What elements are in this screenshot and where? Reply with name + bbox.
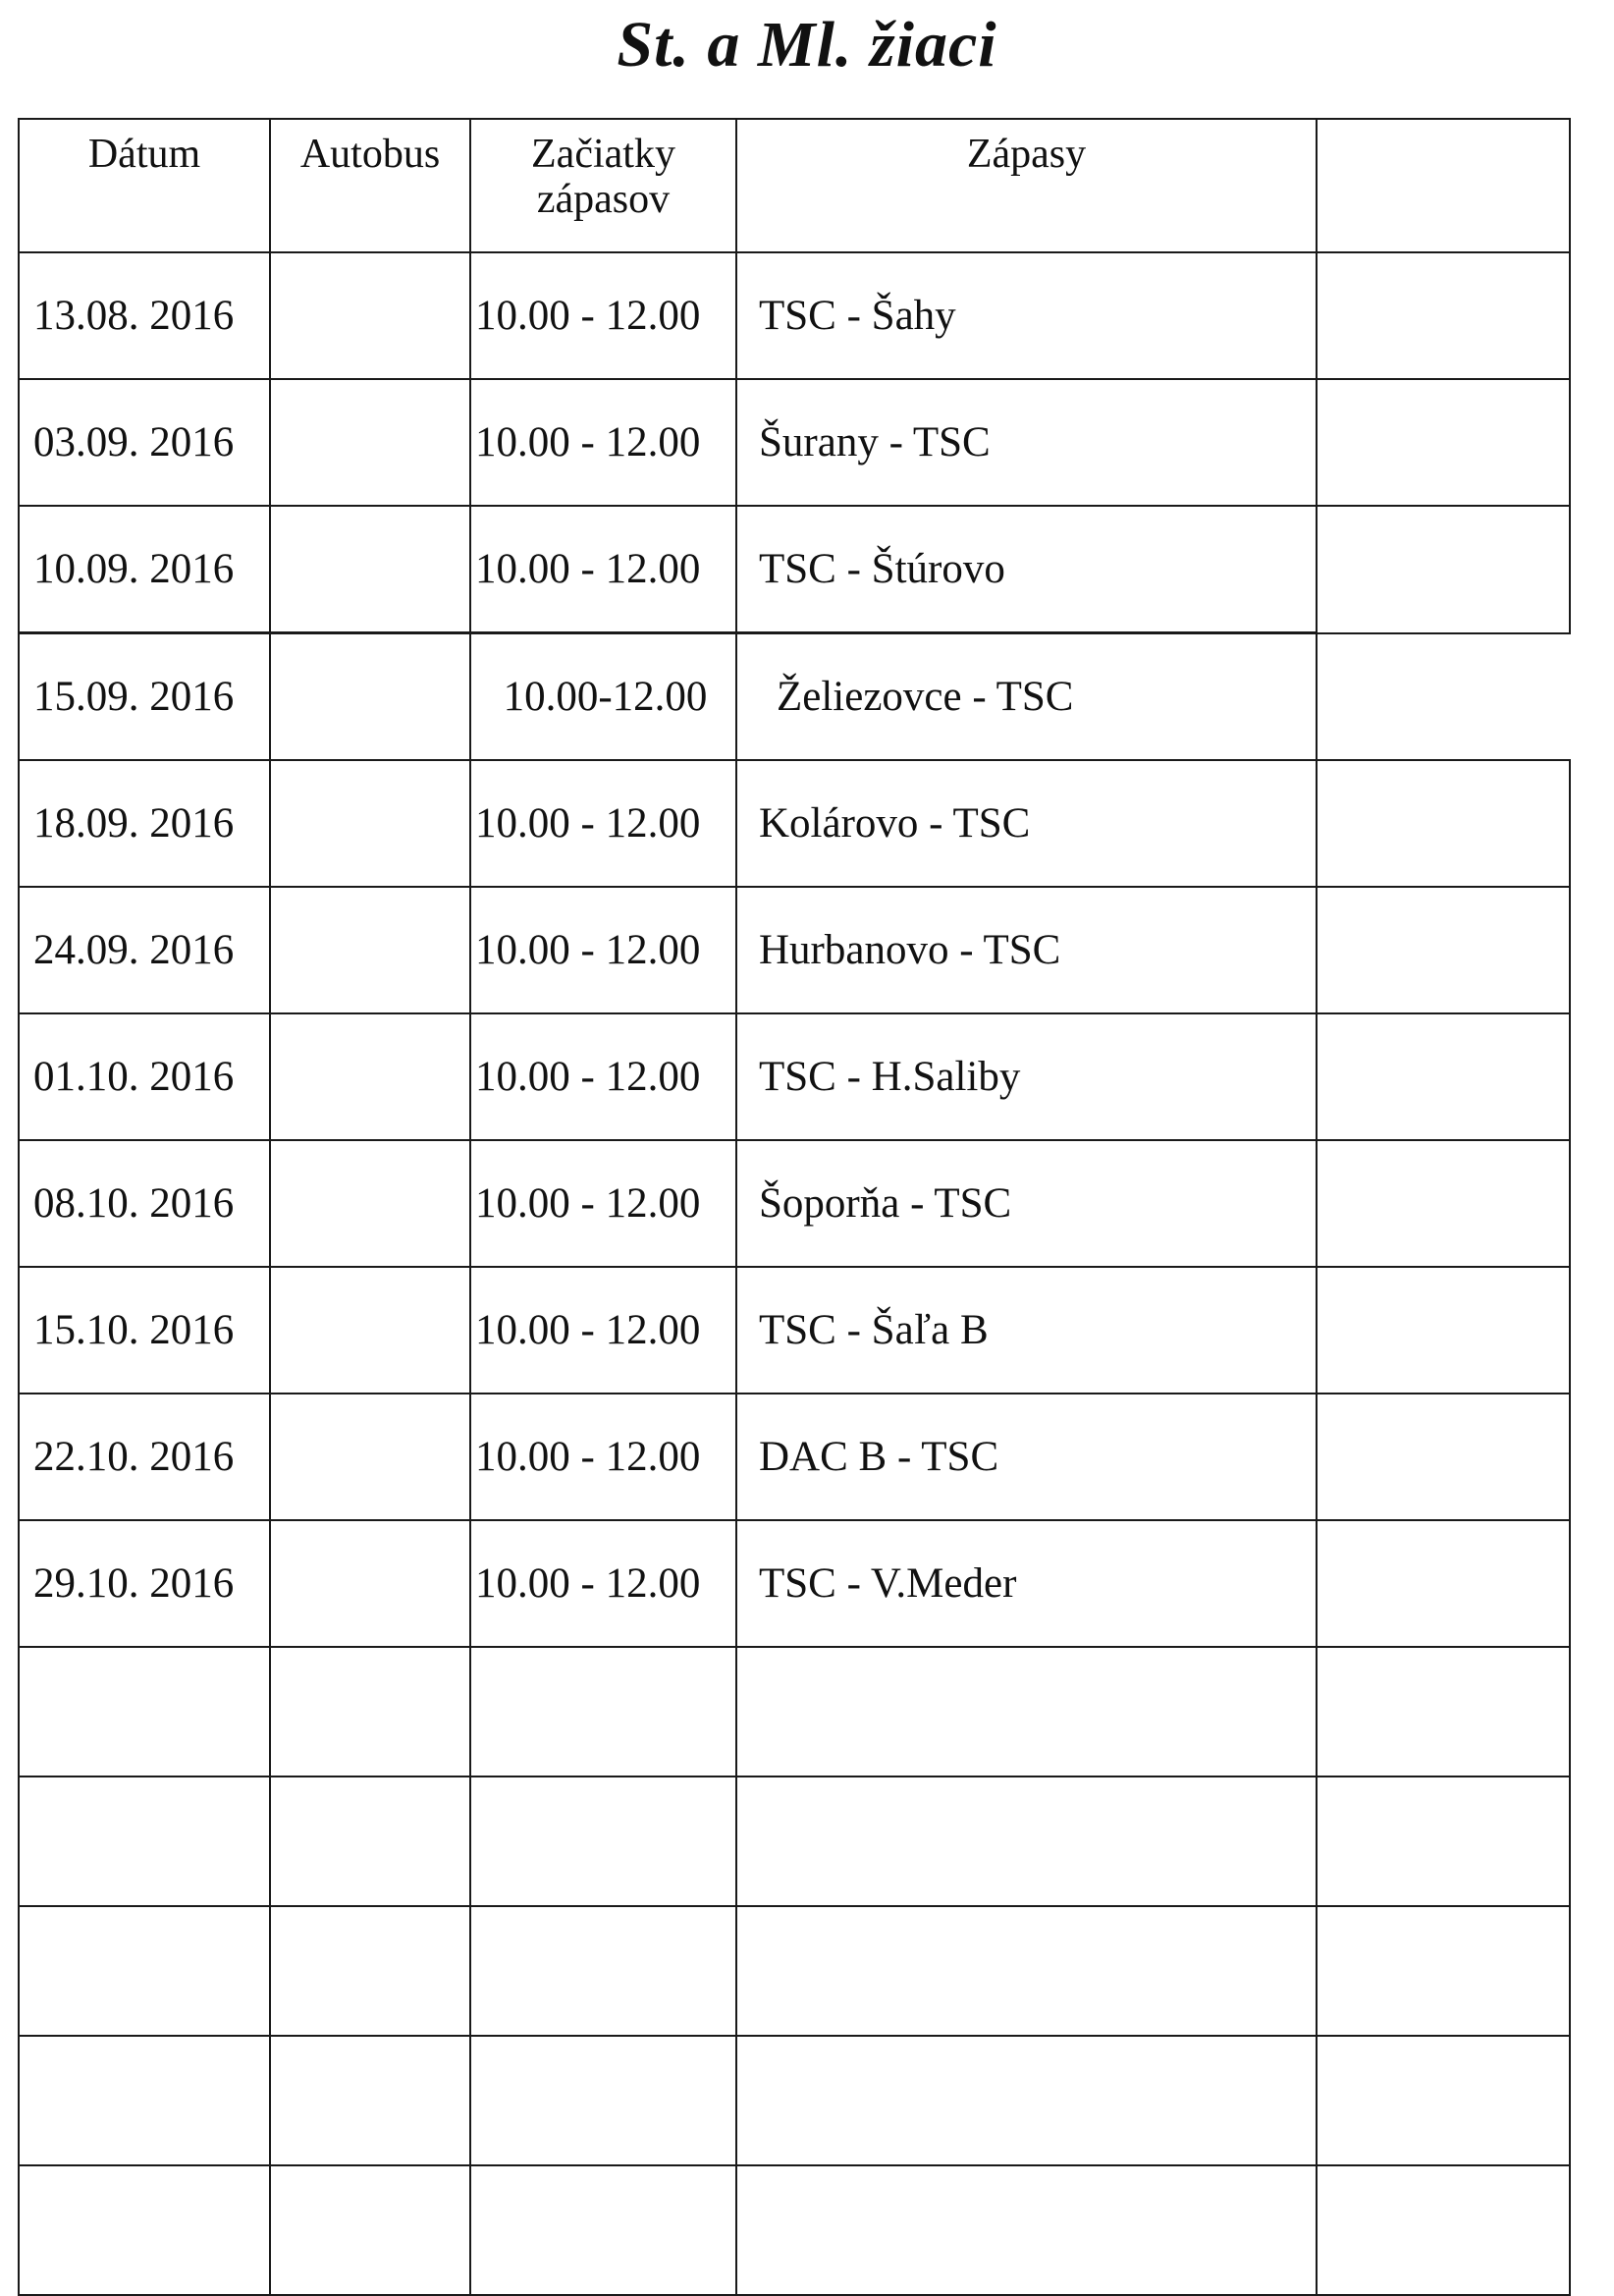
table-row xyxy=(19,1520,1570,1647)
cell-match: Želiezovce - TSC xyxy=(736,633,1317,761)
table-row-empty xyxy=(19,2036,1570,2165)
header-bus: Autobus xyxy=(270,119,470,252)
cell-extra xyxy=(1317,1520,1570,1647)
cell-extra xyxy=(1317,1267,1570,1394)
table-row xyxy=(19,1267,1570,1394)
cell-extra xyxy=(1317,1906,1570,2036)
header-date: Dátum xyxy=(19,119,270,252)
table-row-empty xyxy=(19,1647,1570,1777)
cell-extra xyxy=(1317,379,1570,506)
cell-date: 13.08. 2016 xyxy=(19,252,270,379)
cell-bus xyxy=(270,1140,470,1267)
cell-time xyxy=(470,1906,736,2036)
table-row xyxy=(19,1394,1570,1520)
cell-time: 10.00 - 12.00 xyxy=(470,1394,736,1520)
cell-match: Kolárovo - TSC xyxy=(736,760,1317,887)
cell-date: 03.09. 2016 xyxy=(19,379,270,506)
cell-match: TSC - Šaľa B xyxy=(736,1267,1317,1394)
table-row xyxy=(19,633,1570,761)
cell-extra xyxy=(1317,1394,1570,1520)
cell-date: 01.10. 2016 xyxy=(19,1013,270,1140)
table-row-empty xyxy=(19,2165,1570,2295)
cell-bus xyxy=(270,2036,470,2165)
cell-date xyxy=(19,1647,270,1777)
cell-match xyxy=(736,2036,1317,2165)
header-start-time-line1: Začiatky xyxy=(531,132,675,177)
cell-extra xyxy=(1317,1140,1570,1267)
cell-match: TSC - V.Meder xyxy=(736,1520,1317,1647)
cell-time: 10.00 - 12.00 xyxy=(470,1140,736,1267)
cell-match: TSC - H.Saliby xyxy=(736,1013,1317,1140)
cell-time: 10.00 - 12.00 xyxy=(470,1267,736,1394)
cell-time: 10.00 - 12.00 xyxy=(470,887,736,1013)
cell-date: 15.10. 2016 xyxy=(19,1267,270,1394)
table-row xyxy=(19,887,1570,1013)
cell-extra xyxy=(1317,887,1570,1013)
cell-bus xyxy=(270,887,470,1013)
cell-bus xyxy=(270,1647,470,1777)
cell-date: 18.09. 2016 xyxy=(19,760,270,887)
cell-bus xyxy=(270,1013,470,1140)
cell-match: TSC - Štúrovo xyxy=(736,506,1317,633)
table-row xyxy=(19,1140,1570,1267)
table-header-row xyxy=(19,119,1570,252)
header-start-time-line2: zápasov xyxy=(536,177,671,223)
cell-bus xyxy=(270,1520,470,1647)
cell-extra xyxy=(1317,506,1570,633)
cell-match: DAC B - TSC xyxy=(736,1394,1317,1520)
cell-match: Šurany - TSC xyxy=(736,379,1317,506)
cell-match: Šoporňa - TSC xyxy=(736,1140,1317,1267)
cell-match xyxy=(736,1906,1317,2036)
cell-date: 15.09. 2016 xyxy=(19,633,270,761)
cell-date: 10.09. 2016 xyxy=(19,506,270,633)
cell-time: 10.00 - 12.00 xyxy=(470,1013,736,1140)
cell-bus xyxy=(270,760,470,887)
cell-time: 10.00 - 12.00 xyxy=(470,760,736,887)
cell-time: 10.00 - 12.00 xyxy=(470,252,736,379)
cell-bus xyxy=(270,379,470,506)
cell-bus xyxy=(270,252,470,379)
cell-date xyxy=(19,1906,270,2036)
cell-time: 10.00-12.00 xyxy=(470,633,736,761)
cell-extra xyxy=(1317,1013,1570,1140)
cell-date xyxy=(19,2165,270,2295)
cell-extra xyxy=(1317,1777,1570,1906)
cell-date: 22.10. 2016 xyxy=(19,1394,270,1520)
cell-date xyxy=(19,1777,270,1906)
match-schedule-table xyxy=(18,118,1571,2296)
cell-bus xyxy=(270,1906,470,2036)
cell-match: Hurbanovo - TSC xyxy=(736,887,1317,1013)
cell-time xyxy=(470,1647,736,1777)
table-row-empty xyxy=(19,1906,1570,2036)
header-extra xyxy=(1317,119,1570,252)
cell-match xyxy=(736,1647,1317,1777)
table-row xyxy=(19,252,1570,379)
cell-time: 10.00 - 12.00 xyxy=(470,379,736,506)
cell-extra xyxy=(1317,2165,1570,2295)
cell-extra xyxy=(1317,1647,1570,1777)
cell-match: TSC - Šahy xyxy=(736,252,1317,379)
cell-match xyxy=(736,1777,1317,1906)
table-row xyxy=(19,760,1570,887)
cell-bus xyxy=(270,633,470,761)
cell-bus xyxy=(270,1394,470,1520)
cell-time xyxy=(470,2036,736,2165)
table-row xyxy=(19,1013,1570,1140)
cell-extra xyxy=(1317,633,1570,761)
cell-bus xyxy=(270,1777,470,1906)
cell-time xyxy=(470,1777,736,1906)
table-row xyxy=(19,379,1570,506)
page-title: St. a Ml. žiaci xyxy=(617,9,997,81)
cell-extra xyxy=(1317,760,1570,887)
cell-time: 10.00 - 12.00 xyxy=(470,1520,736,1647)
cell-bus xyxy=(270,506,470,633)
cell-extra xyxy=(1317,2036,1570,2165)
header-start-time xyxy=(470,119,736,252)
cell-bus xyxy=(270,2165,470,2295)
cell-date: 29.10. 2016 xyxy=(19,1520,270,1647)
table-row-empty xyxy=(19,1777,1570,1906)
cell-time xyxy=(470,2165,736,2295)
cell-time: 10.00 - 12.00 xyxy=(470,506,736,633)
cell-date: 08.10. 2016 xyxy=(19,1140,270,1267)
table-row xyxy=(19,506,1570,633)
cell-match xyxy=(736,2165,1317,2295)
header-matches: Zápasy xyxy=(736,119,1317,252)
cell-date: 24.09. 2016 xyxy=(19,887,270,1013)
cell-date xyxy=(19,2036,270,2165)
cell-extra xyxy=(1317,252,1570,379)
cell-bus xyxy=(270,1267,470,1394)
